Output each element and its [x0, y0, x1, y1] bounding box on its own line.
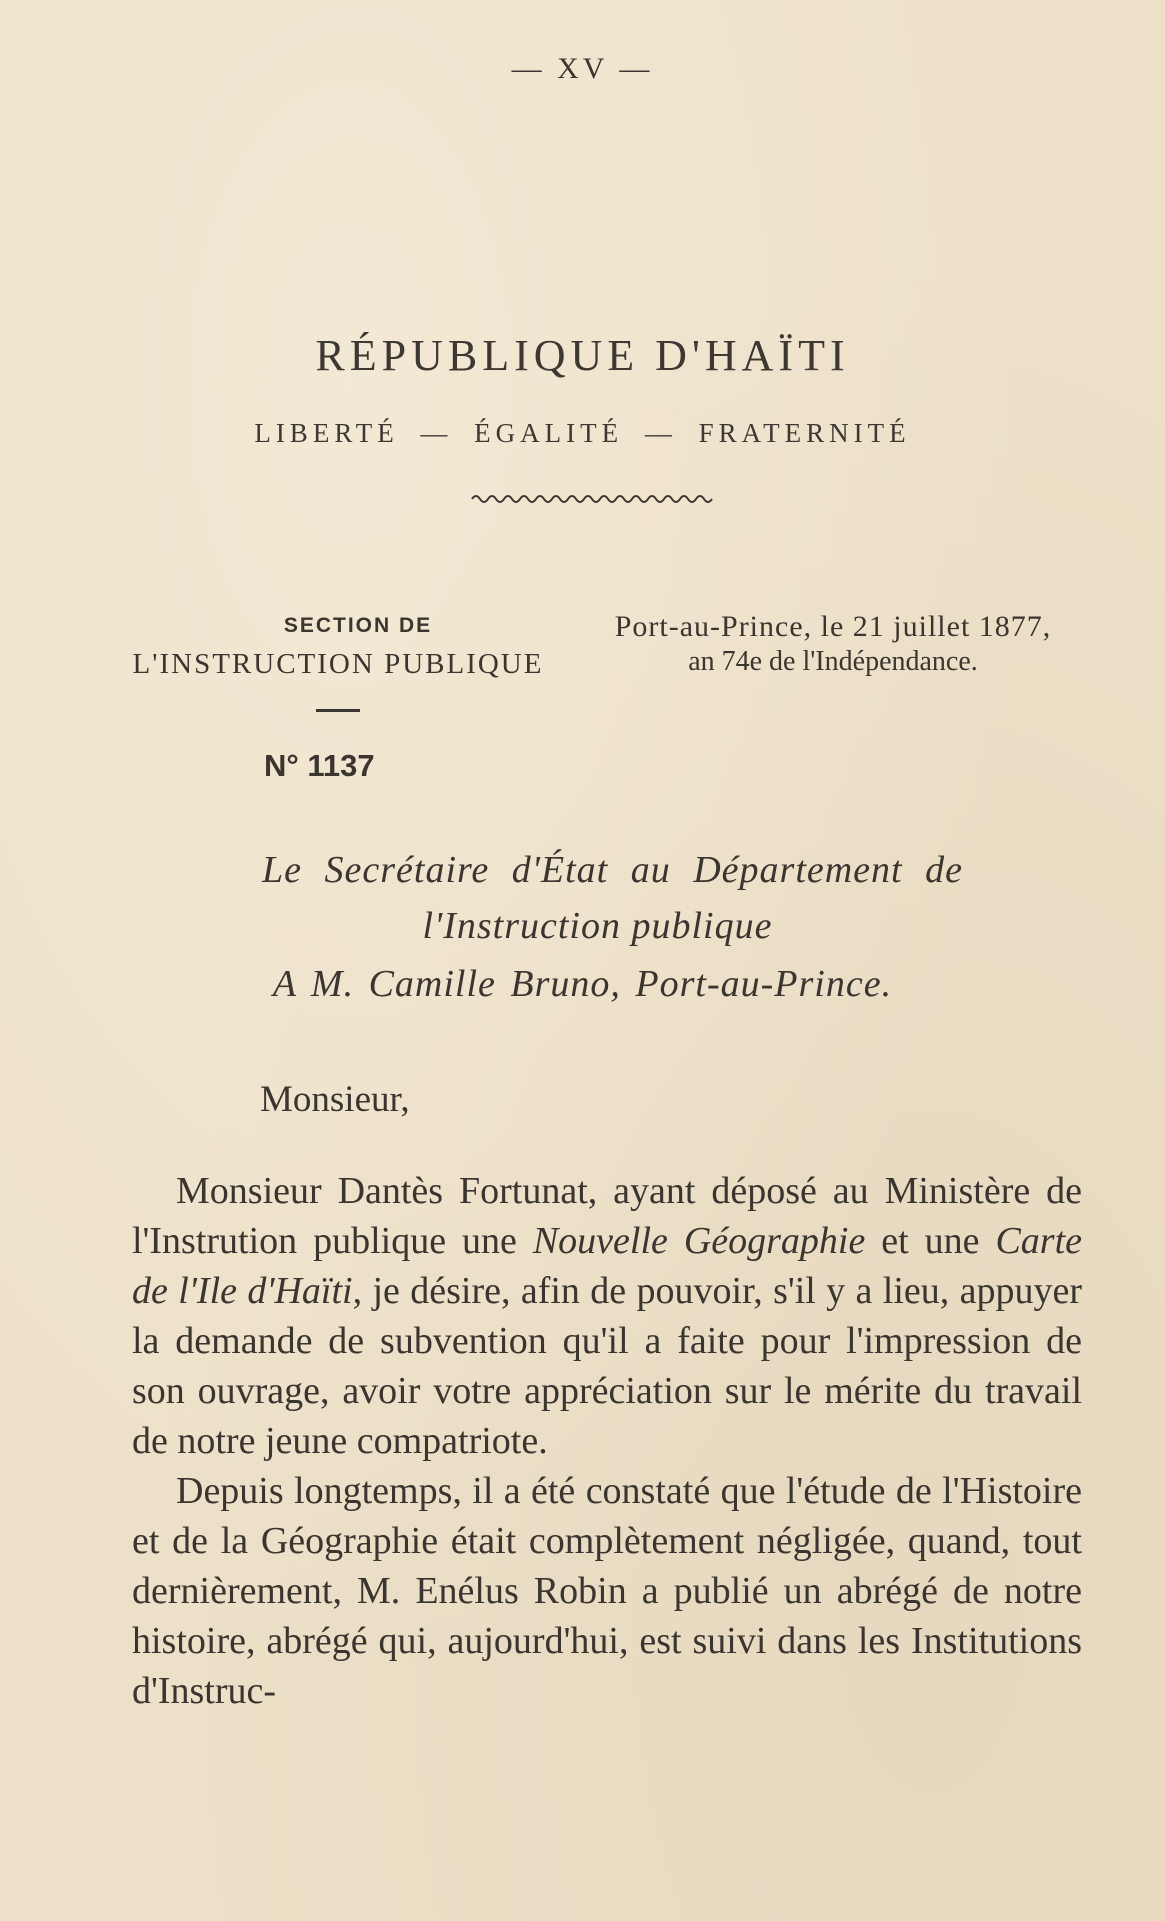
place-date-line2: an 74e de l'Indépendance. — [688, 646, 978, 677]
paragraph-1-italic1: Nouvelle Géographie — [532, 1220, 866, 1262]
section-label-line2: L'INSTRUCTION PUBLIQUE — [132, 648, 544, 680]
place-date — [588, 610, 1078, 678]
addressee-line2: l'Instruction publique — [422, 905, 773, 947]
page-number: — XV — — [511, 52, 654, 85]
wavy-ornament — [470, 490, 720, 508]
section-divider — [316, 709, 360, 712]
letter-body — [132, 1166, 1082, 1716]
motto: LIBERTÉ — ÉGALITÉ — FRATERNITÉ — [254, 418, 911, 448]
paragraph-1-part3: , je désire, afin de pouvoir, s'il y a lieu, appuyer la demande de subvention qu'il a faite pour l'impression de son ouvrage, avoir votre appréciation sur le mérite du travail de notre jeune compatriote. — [132, 1270, 1083, 1462]
paragraph-1 — [132, 1166, 1082, 1466]
addressee-line1: Le Secrétaire d'État au Département de — [262, 849, 963, 891]
salutation: Monsieur, — [260, 1079, 410, 1120]
paragraph-1-part2: et une — [865, 1220, 996, 1262]
place-date-line1: Port-au-Prince, le 21 juillet 1877, — [614, 610, 1052, 643]
paragraph-2: Depuis longtemps, il a été constaté que l'étude de l'Histoire et de la Géographie était complètement négligée, quand, tout dernièrement, M. Enélus Robin a publié un abrégé de notre histoire, abrégé qui, aujourd'hui, est suivi dans les Institutions d'Instruc- — [132, 1470, 1082, 1712]
republic-heading: RÉPUBLIQUE D'HAÏTI — [315, 331, 850, 380]
section-label — [108, 614, 568, 712]
paragraph-1-italic2: Carte de l'Ile d'Haïti — [132, 1220, 1082, 1312]
addressee-line3: A M. Camille Bruno, Port-au-Prince. — [272, 963, 893, 1005]
reference-number: N° 1137 — [264, 748, 375, 783]
paragraph-1-part1: Monsieur Dantès Fortunat, ayant déposé au Ministère de l'Instrution publique une — [132, 1170, 1082, 1262]
section-label-line1: SECTION DE — [283, 614, 433, 637]
